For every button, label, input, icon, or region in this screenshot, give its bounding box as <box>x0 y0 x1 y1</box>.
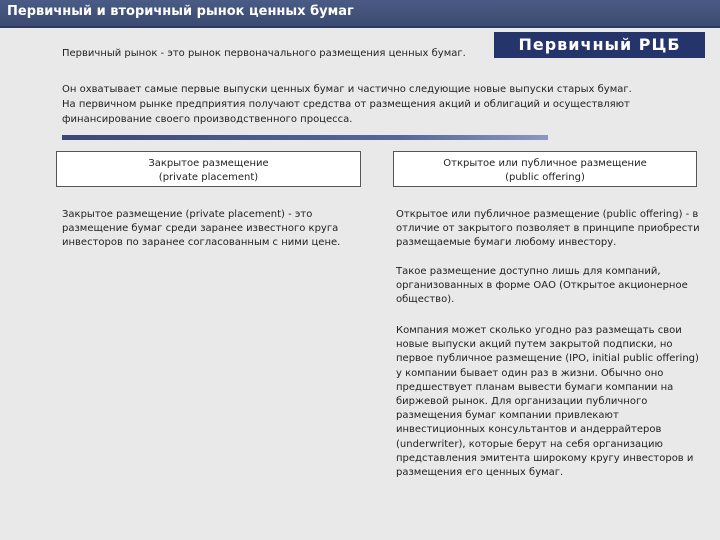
text-line: у компании бывает один раз в жизни. Обычно оно <box>396 367 664 379</box>
ipo-description <box>396 324 699 480</box>
text-line: представления эмитента широкому кругу инвесторов и <box>396 452 694 464</box>
text-line: размещение бумаг среди заранее известного круга <box>62 223 339 235</box>
intro-line: На первичном рынке предприятия получают средства от размещения акций и облигаций и осуществляют <box>62 99 630 110</box>
intro-line: финансирование своего производственного процесса. <box>62 114 353 125</box>
title-bar <box>0 0 720 28</box>
text-line: предшествует планам вывести бумаги компании на <box>396 381 674 393</box>
text-line: общество). <box>396 294 455 306</box>
text-line: Компания может сколько угодно раз размещать свои <box>396 325 682 336</box>
text-line: Открытое или публичное размещение (public offering) - в <box>396 209 699 220</box>
text-line: размещаемые бумаги любому инвестору. <box>396 237 617 249</box>
closed-placement-title: Закрытое размещение <box>148 158 269 169</box>
text-line: Такое размещение доступно лишь для компаний, <box>396 266 661 277</box>
closed-placement-box <box>56 151 361 187</box>
text-line: новые выпуски акций путем закрытой подписки, но <box>396 339 673 351</box>
open-placement-availability <box>396 265 688 308</box>
closed-placement-description <box>62 208 340 251</box>
open-placement-subtitle: (public offering) <box>505 172 585 183</box>
intro-line: Он охватывает самые первые выпуски ценных бумаг и частично следующие новые выпуски старых бумаг. <box>62 84 632 95</box>
definition-text: Первичный рынок - это рынок первоначального размещения ценных бумаг. <box>62 48 466 59</box>
text-line: биржевой рынок. Для организации публичного <box>396 396 648 408</box>
section-badge: Первичный РЦБ <box>494 32 705 58</box>
text-line: отличие от закрытого позволяет в принципе приобрести <box>396 223 700 235</box>
text-line: инвесторов по заранее согласованным с ними цене. <box>62 237 341 249</box>
text-line: первое публичное размещение (IPO, initial public offering) <box>396 353 699 365</box>
text-line: Закрытое размещение (private placement) - это <box>62 209 313 220</box>
open-placement-title: Открытое или публичное размещение <box>443 158 647 169</box>
open-placement-description <box>396 208 700 251</box>
text-line: размещения бумаг компании привлекают <box>396 410 619 422</box>
divider-bar <box>62 135 548 140</box>
open-placement-box <box>393 151 697 187</box>
text-line: инвестиционных консультантов и андеррайтеров <box>396 424 662 436</box>
text-line: (underwriter), которые берут на себя организацию <box>396 438 663 450</box>
intro-paragraph <box>62 82 642 127</box>
closed-placement-subtitle: (private placement) <box>158 172 259 183</box>
page-title: Первичный и вторичный рынок ценных бумаг <box>7 4 354 19</box>
text-line: организованных в форме ОАО (Открытое акционерное <box>396 280 688 292</box>
text-line: размещения его ценных бумаг. <box>396 467 564 479</box>
